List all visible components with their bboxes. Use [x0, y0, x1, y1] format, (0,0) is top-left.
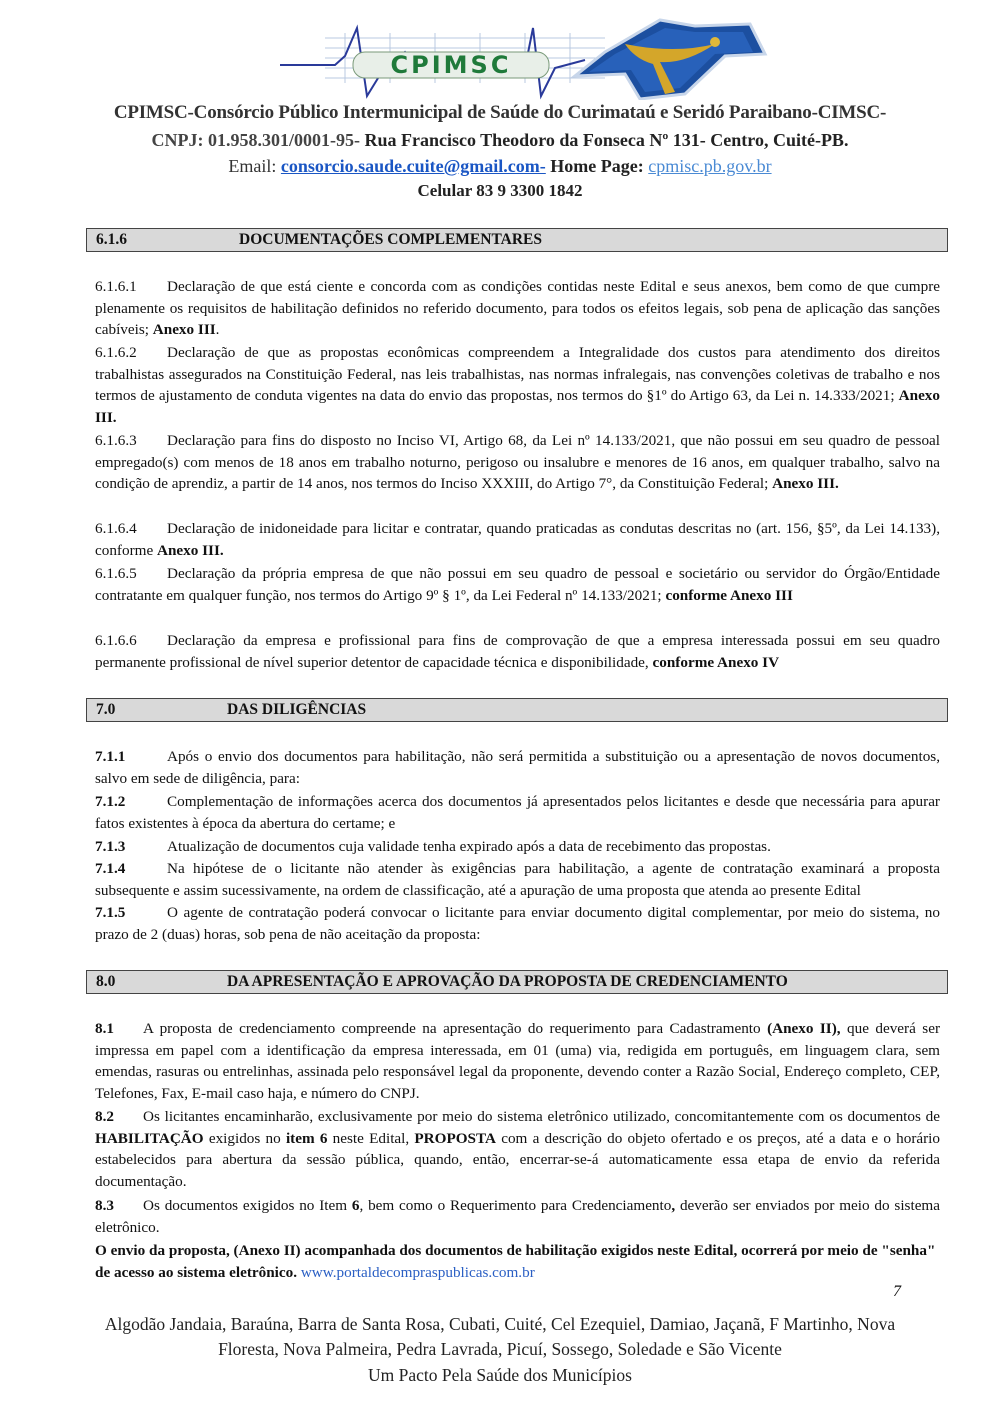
item-8-1: 8.1 A proposta de credenciamento compreende na apresentação do requerimento para Cadastramento (Anexo II), que deverá ser impressa em papel com a identificação da empresa interessada, em 01 (uma) via, redigida em português, em linguagem clara, sem emendas, rasuras ou entrelinhas, assinada pelo responsável legal da proponente, devendo conter a Razão Social, Endereço completo, CEP, Telefones, Fax, E-mail caso haja, e número do CNPJ.	[95, 1020, 940, 1102]
email-label: Email:	[228, 156, 281, 176]
item-7-1-2: 7.1.2 Complementação de informações acerca dos documentos já apresentados pelos licitantes e desde que necessária para apurar fatos existentes à época da abertura do certame; e	[95, 793, 940, 832]
cnpj: CNPJ: 01.958.301/0001-95-	[151, 130, 361, 150]
item-7-1-3: 7.1.3 Atualização de documentos cuja validade tenha expirado após a data de recebimento das propostas.	[95, 838, 771, 855]
section-title: DAS DILIGÊNCIAS	[227, 701, 367, 718]
org-name: CPIMSC-Consórcio Público Intermunicipal de Saúde do Curimataú e Seridó Paraibano-CIMSC-	[113, 102, 887, 123]
item-6-1-6-5: 6.1.6.5 Declaração da própria empresa de que não possui em seu quadro de pessoal e societário ou servidor do Órgão/Entidade contratante em qualquer função, nos termos do Artigo 9º § 1º, da Lei Federal nº 14.133/2021; conforme Anexo III	[95, 565, 940, 604]
cpimsc-logo	[265, 8, 775, 100]
item-6-1-6-3: 6.1.6.3 Declaração para fins do disposto no Inciso VI, Artigo 68, da Lei nº 14.133/2021, que não possui em seu quadro de pessoal empregado(s) com menos de 18 anos em trabalho noturno, perigoso ou insalubre e menores de 16 anos, em qualquer trabalho, salvo na condição de aprendiz, a partir de 14 anos, nos termos do Inciso XXXIII, do Artigo 7°, da Constituição Federal; Anexo III.	[95, 432, 940, 492]
section-title: DA APRESENTAÇÃO E APROVAÇÃO DA PROPOSTA DE CREDENCIAMENTO	[227, 973, 788, 990]
phone: Celular 83 9 3300 1842	[417, 181, 583, 200]
section-number: 8.0	[96, 973, 116, 990]
closing-note: O envio da proposta, (Anexo II) acompanhada dos documentos de habilitação exigidos neste Edital, ocorrerá por meio de "senha" de acesso ao sistema eletrônico. www.portaldecompraspublicas.com.br	[95, 1242, 936, 1281]
item-6-1-6-1: 6.1.6.1 Declaração de que está ciente e concorda com as condições contidas neste Edital e seus anexos, bem como de que cumpre plenamente os requisitos de habilitação definidos no referido documento, para todos os efeitos legais, sob pena de aplicação das sanções cabíveis; Anexo III.	[95, 278, 940, 338]
footer-municipalities-1: Algodão Jandaia, Baraúna, Barra de Santa Rosa, Cubati, Cuité, Cel Ezequiel, Damiao, Jaçanã, F Martinho, Nova	[104, 1314, 896, 1334]
section-header-8-0	[86, 970, 948, 994]
email-link[interactable]: consorcio.saude.cuite@gmail.com-	[280, 156, 546, 176]
org-cnpj-address	[0, 130, 1000, 151]
item-7-1-1: 7.1.1 Após o envio dos documentos para habilitação, não será permitida a substituição ou a apresentação de novos documentos, salvo em sede de diligência, para:	[95, 748, 940, 787]
page-number: 7	[893, 1283, 901, 1300]
item-7-1-4: 7.1.4 Na hipótese de o licitante não atender às exigências para habilitação, a agente de contratação examinará a proposta subsequente e assim sucessivamente, na ordem de classificação, até a apuração de uma proposta que atenda ao presente Edital	[95, 860, 940, 899]
item-8-2: 8.2 Os licitantes encaminharão, exclusivamente por meio do sistema eletrônico utilizado, concomitantemente com os documentos de HABILITAÇÃO exigidos no item 6 neste Edital, PROPOSTA com a descrição do objeto ofertado e os preços, até a data e o horário estabelecidos para abertura da sessão pública, quando, então, encerrar-se-á automaticamente essa etapa de envio da referida documentação.	[95, 1108, 940, 1190]
item-8-3: 8.3 Os documentos exigidos no Item 6, bem como o Requerimento para Credenciamento, deverão ser enviados por meio do sistema eletrônico.	[95, 1197, 940, 1236]
item-6-1-6-6: 6.1.6.6 Declaração da empresa e profissional para fins de comprovação de que a empresa interessada possui em seu quadro permanente profissional de nível superior detentor de capacidade técnica e disponibilidade, conforme Anexo IV	[95, 632, 940, 671]
address: Rua Francisco Theodoro da Fonseca Nº 131- Centro, Cuité-PB.	[364, 130, 849, 150]
org-contact	[0, 156, 1000, 177]
section-header-6-1-6	[86, 228, 948, 252]
item-7-1-5: 7.1.5 O agente de contratação poderá convocar o licitante para enviar documento digital complementar, por meio do sistema, no prazo de 2 (duas) horas, sob pena de não aceitação da proposta:	[95, 904, 940, 943]
footer-slogan: Um Pacto Pela Saúde dos Municípios	[368, 1365, 632, 1385]
portal-link[interactable]: www.portaldecompraspublicas.com.br	[297, 1263, 535, 1281]
section-header-7-0	[86, 698, 948, 722]
section-number: 7.0	[96, 701, 116, 718]
item-6-1-6-2: 6.1.6.2 Declaração de que as propostas econômicas compreendem a Integralidade dos custos para atendimento dos direitos trabalhistas assegurados na Constituição Federal, nas leis trabalhistas, nas normas infralegais, nas convenções coletivas de trabalho e nos termos de ajustamento de conduta vigentes na data do envio das propostas, nos termos do §1º do Artigo 63, da Lei n. 14.333/2021; Anexo III.	[95, 344, 940, 426]
footer-municipalities-2: Floresta, Nova Palmeira, Pedra Lavrada, Picuí, Sossego, Soledade e São Vicente	[218, 1339, 782, 1359]
homepage-label: Home Page:	[545, 156, 649, 176]
section-number: 6.1.6	[96, 231, 127, 248]
homepage-link[interactable]: cpmisc.pb.gov.br	[648, 156, 772, 176]
item-6-1-6-4: 6.1.6.4 Declaração de inidoneidade para licitar e contratar, quando praticadas as condutas descritas no (art. 156, §5º, da Lei 14.133), conforme Anexo III.	[95, 520, 940, 559]
logo-text: CPIMSC	[390, 51, 512, 79]
section-title: DOCUMENTAÇÕES COMPLEMENTARES	[239, 231, 542, 248]
